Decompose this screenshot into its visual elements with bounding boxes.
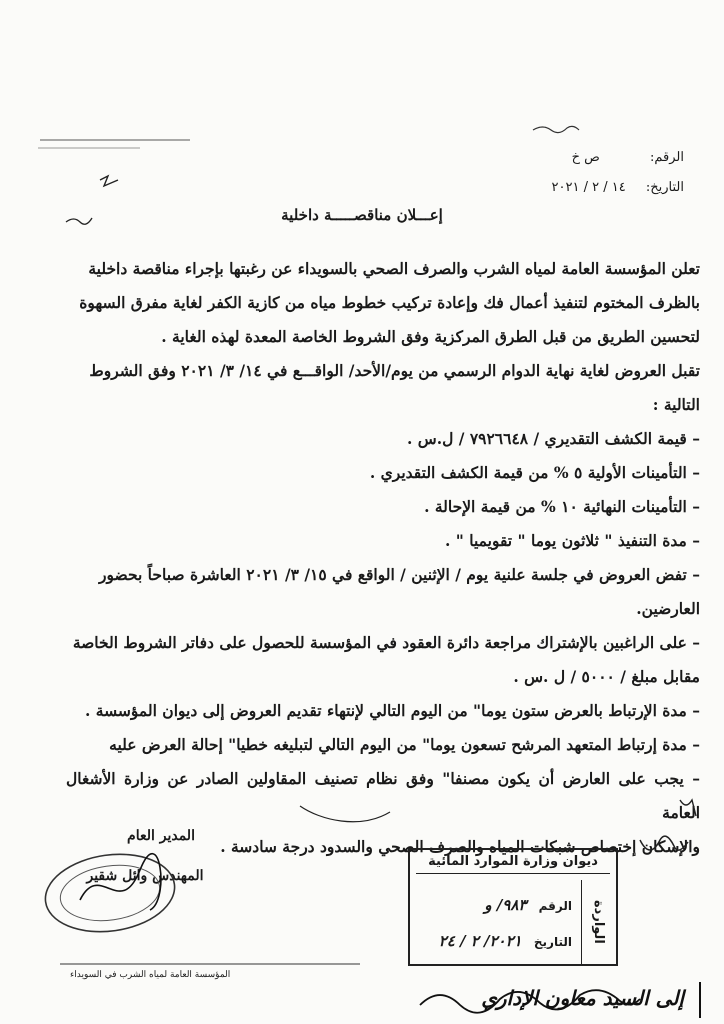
stamp-number — [484, 896, 572, 914]
list-item: والإسكان إختصاص شبكات المياه والصرف الصحي والسدود درجة سادسة . — [220, 837, 700, 856]
margin-handwriting-icon — [640, 836, 688, 850]
stamp-number-value: ٩٨٣/ و — [484, 896, 527, 914]
date-value: ١٤ / ٢ / ٢٠٢١ — [551, 180, 626, 195]
reference-value: ص خ — [571, 150, 600, 165]
list-item: – التأمينات النهائية ١٠ % من قيمة الإحالة . — [424, 497, 700, 516]
text-line: تقبل العروض لغاية نهاية الدوام الرسمي من يوم/الأحد/ الواقـــع في ١٤/ ٣/ ٢٠٢١ وفق الشروط — [89, 361, 700, 380]
pen-stroke-icon — [300, 806, 390, 822]
list-item: – التأمينات الأولية ٥ % من قيمة الكشف التقديري . — [369, 463, 700, 482]
stamp-number-label: الرقم — [538, 899, 572, 913]
stamp-date — [439, 932, 572, 950]
page-title: إعـــلان مناقصـــــة داخلية — [281, 206, 443, 224]
handwritten-mark-icon — [100, 176, 118, 186]
list-item: – قيمة الكشف التقديري / ٧٩٢٦٦٤٨ / ل.س . — [406, 429, 700, 448]
stamp-side-label: الواردة — [581, 880, 614, 964]
stamp-date-value: ٢٠٢١/ ٢ / ٢٤ — [438, 932, 522, 950]
signature-position: المدير العام — [127, 828, 195, 844]
stamp-title: ديوان وزارة الموارد المائية — [416, 854, 610, 874]
list-item: – مدة التنفيذ " ثلاثون يوما " تقويميا " . — [445, 531, 700, 550]
margin-handwriting-icon — [680, 800, 696, 816]
text-line: – على الراغبين بالإشتراك مراجعة دائرة العقود في المؤسسة للحصول على دفاتر الشروط الخاصة — [72, 633, 700, 652]
stamp-date-label: التاريخ — [533, 935, 572, 949]
text-line: بالظرف المختوم لتنفيذ أعمال فك وإعادة تركيب خطوط مياه من كازية الكفر لغاية مفرق السهوة — [79, 293, 700, 312]
text-line: العارضين. — [636, 599, 700, 618]
text-line: لتحسين الطريق من قبل الطرق المركزية وفق الشروط الخاصة المعدة لهذه الغاية . — [161, 327, 700, 346]
text-line: التالية : — [652, 395, 700, 414]
round-seal-inner-icon — [57, 859, 164, 926]
list-item: – مدة الإرتباط بالعرض ستون يوما" من اليوم التالي لإنتهاء تقديم العروض إلى ديوان المؤسسة . — [85, 701, 700, 720]
text-line: تعلن المؤسسة العامة لمياه الشرب والصرف الصحي بالسويداء عن رغبتها بإجراء مناقصة داخلية — [88, 259, 700, 278]
text-line: – تفض العروض في جلسة علنية يوم / الإثنين / الواقع في ١٥/ ٣/ ٢٠٢١ العاشرة صباحاً بحضور — [99, 565, 700, 584]
incoming-stamp — [408, 848, 618, 966]
text-line: مقابل مبلغ / ٥٠٠٠ / ل .س . — [513, 667, 700, 686]
handwritten-mark-icon — [66, 218, 92, 224]
handwritten-mark-icon — [533, 126, 579, 132]
list-item: – مدة إرتباط المتعهد المرشح تسعون يوما" من اليوم التالي لتبليغه خطيا" إحالة العرض عليه — [109, 735, 700, 754]
footer-org: المؤسسة العامة لمياه الشرب في السويداء — [70, 970, 231, 980]
reference-label: الرقم: — [650, 150, 684, 165]
signature-name: المهندس وائل شقير — [86, 868, 204, 884]
handwritten-note: إلى السيد معاون الإداري — [481, 986, 684, 1010]
signature-scribble-icon — [80, 854, 161, 910]
list-item: – يجب على العارض أن يكون مصنفا" وفق نظام تصنيف المقاولين الصادر عن وزارة الأشغال العامة — [66, 769, 700, 822]
date-label: التاريخ: — [645, 180, 684, 195]
